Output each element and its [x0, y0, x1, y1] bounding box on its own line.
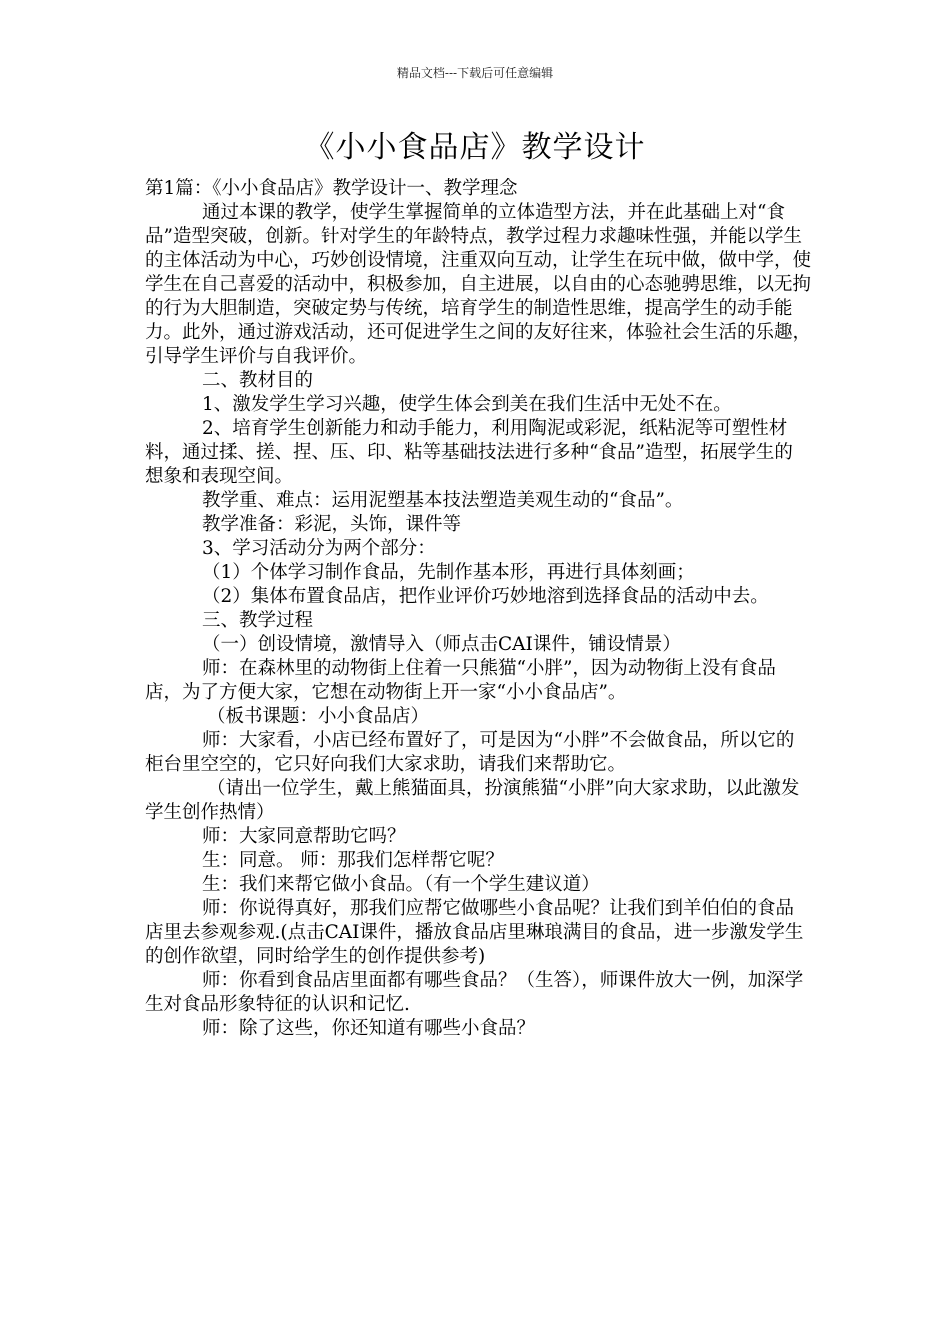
- dialogue-line: 师：大家看，小店已经布置好了，可是因为“小胖”不会做食品，所以它的柜台里空空的，它只好向我们大家求助，请我们来帮助它。: [145, 730, 795, 775]
- objective-3: 3、学习活动分为两个部分：: [202, 538, 436, 559]
- teaching-prep: 教学准备：彩泥，头饰，课件等: [202, 514, 462, 535]
- stage-note: （请出一位学生，戴上熊猫面具，扮演熊猫“小胖”向大家求助，以此激发学生创作热情）: [145, 778, 800, 823]
- activity-part-2: （2）集体布置食品店，把作业评价巧妙地溶到选择食品的活动中去。: [202, 586, 769, 607]
- page-header: 精品文档---下载后可任意编辑: [396, 66, 554, 80]
- objective-1: 1、激发学生学习兴趣，使学生体会到美在我们生活中无处不在。: [202, 394, 732, 415]
- section-heading-line: 第1篇：《小小食品店》教学设计一、教学理念: [145, 178, 518, 199]
- key-difficulty: 教学重、难点：运用泥塑基本技法塑造美观生动的“食品”。: [202, 490, 684, 511]
- section-heading-process: 三、教学过程: [202, 610, 314, 631]
- dialogue-line: 师：你看到食品店里面都有哪些食品？（生答），师课件放大一例，加深学生对食品形象特征的认识和记忆.: [145, 970, 804, 1015]
- section-heading-objectives: 二、教材目的: [202, 370, 314, 391]
- dialogue-line: 师：你说得真好，那我们应帮它做哪些小食品呢？让我们到羊伯伯的食品店里去参观参观.(点击CAI课件，播放食品店里琳琅满目的食品，进一步激发学生的创作欲望，同时给学生的创作提供参考): [145, 898, 804, 967]
- dialogue-line: 师：在森林里的动物街上住着一只熊猫“小胖”，因为动物街上没有食品店，为了方便大家，它想在动物街上开一家“小小食品店”。: [145, 658, 776, 703]
- dialogue-line: 师：大家同意帮助它吗？: [202, 826, 406, 847]
- activity-part-1: （1）个体学习制作食品，先制作基本形，再进行具体刻画；: [202, 562, 695, 583]
- board-note: （板书课题：小小食品店）: [207, 706, 430, 727]
- paragraph-teaching-philosophy: 通过本课的教学，使学生掌握简单的立体造型方法，并在此基础上对“食品”造型突破，创新。针对学生的年龄特点，教学过程力求趣味性强，并能以学生的主体活动为中心，巧妙创设情境，注重双向互动，让学生在玩中做，做中学，使学生在自己喜爱的活动中，积极参加，自主进展，以自由的心态驰骋思维，以无拘的行为大胆制造，突破定势与传统，培育学生的制造性思维，提高学生的动手能力。此外，通过游戏活动，还可促进学生之间的友好往来，体验社会生活的乐趣，引导学生评价与自我评价。: [145, 202, 812, 367]
- dialogue-line: 生：同意。 师：那我们怎样帮它呢？: [202, 850, 504, 871]
- process-step-1: （一）创设情境，激情导入（师点击CAI课件，铺设情景）: [202, 634, 681, 655]
- document-title: 《小小食品店》教学设计: [304, 130, 646, 165]
- dialogue-line: 生：我们来帮它做小食品。（有一个学生建议道）: [202, 874, 600, 895]
- document-body: [145, 177, 811, 1041]
- dialogue-line: 师：除了这些，你还知道有哪些小食品？: [202, 1018, 536, 1039]
- objective-2: 2、培育学生创新能力和动手能力，利用陶泥或彩泥，纸粘泥等可塑性材料，通过揉、搓、捏、压、印、粘等基础技法进行多种“食品”造型，拓展学生的想象和表现空间。: [145, 418, 793, 487]
